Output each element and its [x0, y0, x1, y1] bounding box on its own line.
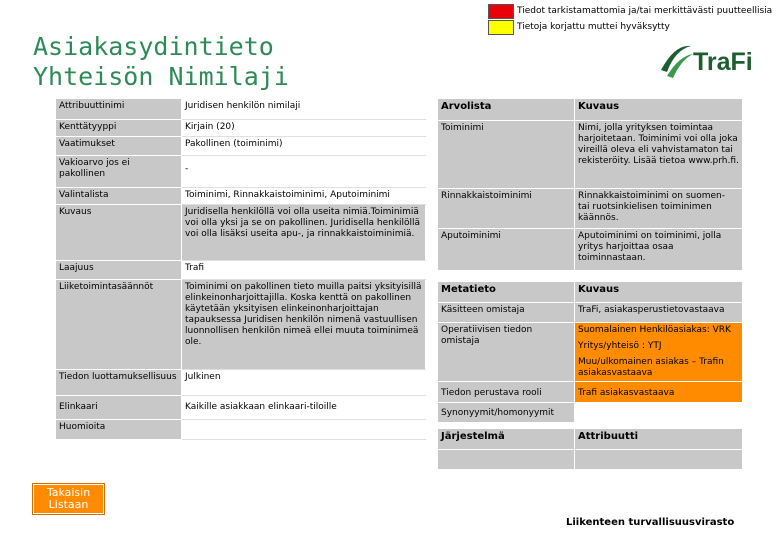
legend-red-text: Tiedot tarkistamattomia ja/tai merkittävästi puutteellisia	[517, 6, 773, 16]
values-header-row	[438, 99, 743, 121]
attr-label: Attribuuttinimi	[56, 99, 182, 120]
values-header-col2: Kuvaus	[575, 99, 743, 121]
attr-value: Kirjain (20)	[182, 120, 426, 137]
attr-value: Toiminimi on pakollinen tieto muilla paitsi yksityisillä elinkeinonharjoittajilla. Koska kenttä on pakollinen käytetään yksityisen elinkeinonharjoittajan tapauksessa Juridisen henkilön nimenä vastuullisen luonnollisen henkilön nimeä ellei muuta toiminimeä ole.	[182, 280, 426, 370]
op-owner-line: Yritys/yhteisö : YTJ	[578, 341, 662, 351]
meta-row	[438, 382, 743, 403]
value-desc: Nimi, jolla yrityksen toimintaa harjoitetaan. Toiminimi voi olla joka vireillä oleva eli vahvistamaton tai rekisteröity. Lisää tietoa www.prh.fi.	[575, 121, 743, 189]
attr-label: Elinkaari	[56, 396, 182, 420]
attr-value: Juridisella henkilöllä voi olla useita nimiä.Toiminimiä voi olla yksi ja se on pakollinen. Juridisella henkilöllä voi olla lisäksi useita apu-, ja rinnakkaistoiminimiä.	[182, 205, 426, 261]
attr-value: -	[182, 156, 426, 188]
metadata-table	[437, 281, 743, 423]
meta-synonyms-value	[575, 403, 743, 423]
value-name: Toiminimi	[438, 121, 575, 189]
attribute-table	[55, 98, 426, 440]
attr-label: Huomioita	[56, 420, 182, 440]
system-cell	[575, 450, 743, 470]
legend-yellow-text: Tietoja korjattu muttei hyväksytty	[517, 22, 670, 32]
system-header-row	[438, 429, 743, 450]
meta-row	[438, 323, 743, 382]
trafi-logo	[655, 40, 755, 84]
footer-agency-name: Liikenteen turvallisuusvirasto	[566, 517, 735, 528]
attr-row	[56, 120, 426, 137]
back-button-label: Takaisin Listaan	[46, 486, 91, 511]
legend-red-swatch	[488, 4, 514, 19]
system-row	[438, 450, 743, 470]
attr-label: Vaatimukset	[56, 137, 182, 156]
attr-row	[56, 137, 426, 156]
op-owner-line: Suomalainen Henkilöasiakas: VRK	[578, 325, 731, 335]
system-table	[437, 428, 743, 470]
meta-base-role-value: Trafi asiakasvastaava	[575, 382, 743, 403]
attr-row	[56, 396, 426, 420]
legend-yellow-swatch	[488, 20, 514, 35]
system-header-col1: Järjestelmä	[438, 429, 575, 450]
attr-label: Laajuus	[56, 261, 182, 280]
attr-row	[56, 370, 426, 396]
attr-value	[182, 420, 426, 440]
values-row	[438, 189, 743, 229]
page-title-line2: Yhteisön Nimilaji	[33, 62, 289, 91]
meta-op-owner-label: Operatiivisen tiedon omistaja	[438, 323, 575, 382]
back-to-list-button[interactable]	[33, 484, 104, 514]
value-desc: Rinnakkaistoiminimi on suomen- tai ruotsinkielisen toiminimen käännös.	[575, 189, 743, 229]
meta-base-role-label: Tiedon perustava rooli	[438, 382, 575, 403]
system-header-col2: Attribuutti	[575, 429, 743, 450]
attr-value: Kaikille asiakkaan elinkaari-tiloille	[182, 396, 426, 420]
system-cell	[438, 450, 575, 470]
attr-row	[56, 99, 426, 120]
attr-label: Valintalista	[56, 188, 182, 205]
values-header-col1: Arvolista	[438, 99, 575, 121]
values-table	[437, 98, 743, 271]
attr-row	[56, 420, 426, 440]
attr-row	[56, 205, 426, 261]
attr-value: Toiminimi, Rinnakkaistoiminimi, Aputoiminimi	[182, 188, 426, 205]
attr-value: Juridisen henkilön nimilaji	[182, 99, 426, 120]
logo-swoosh-icon	[655, 40, 695, 84]
value-name: Aputoiminimi	[438, 229, 575, 271]
page-title-line1: Asiakasydintieto	[33, 32, 274, 61]
attr-value: Trafi	[182, 261, 426, 280]
meta-synonyms-label: Synonyymit/homonyymit	[438, 403, 575, 423]
attr-row	[56, 261, 426, 280]
meta-owner-label: Käsitteen omistaja	[438, 303, 575, 323]
value-desc: Aputoiminimi on toiminimi, jolla yritys harjoittaa osaa toiminnastaan.	[575, 229, 743, 271]
attr-label: Vakioarvo jos ei pakollinen	[56, 156, 182, 188]
op-owner-line: Muu/ulkomainen asiakas – Trafin asiakasvastaava	[578, 357, 724, 378]
meta-header-row	[438, 282, 743, 303]
meta-header-col1: Metatieto	[438, 282, 575, 303]
attr-row	[56, 280, 426, 370]
attr-value: Pakollinen (toiminimi)	[182, 137, 426, 156]
values-row	[438, 121, 743, 189]
attr-row	[56, 156, 426, 188]
attr-label: Kenttätyyppi	[56, 120, 182, 137]
meta-header-col2: Kuvaus	[575, 282, 743, 303]
attr-label: Liiketoimintasäännöt	[56, 280, 182, 370]
meta-owner-value: TraFi, asiakasperustietovastaava	[575, 303, 743, 323]
values-row	[438, 229, 743, 271]
meta-row	[438, 303, 743, 323]
attr-value: Julkinen	[182, 370, 426, 396]
value-name: Rinnakkaistoiminimi	[438, 189, 575, 229]
logo-text: TraFi	[693, 48, 753, 76]
meta-op-owner-value	[575, 323, 743, 382]
meta-row	[438, 403, 743, 423]
attr-label: Tiedon luottamuksellisuus	[56, 370, 182, 396]
attr-row	[56, 188, 426, 205]
attr-label: Kuvaus	[56, 205, 182, 261]
